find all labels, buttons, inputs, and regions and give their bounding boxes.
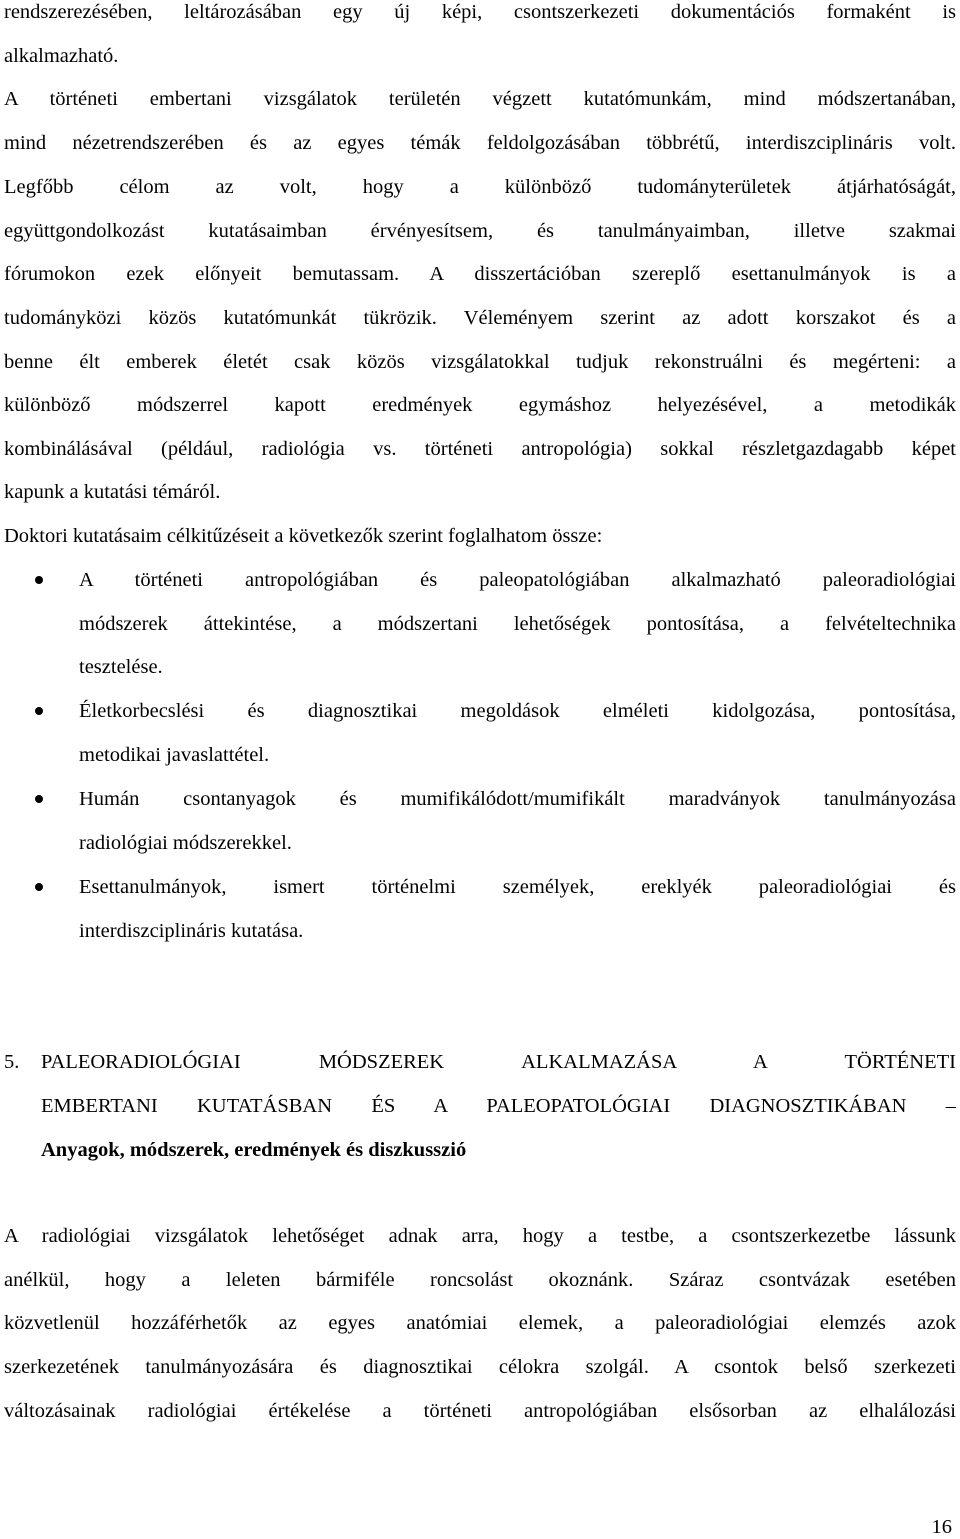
section-subtitle: Anyagok, módszerek, eredmények és diszkusszió xyxy=(41,1139,467,1161)
section-title-line-1: PALEORADIOLÓGIAI MÓDSZEREK ALKALMAZÁSA A TÖRTÉNETI xyxy=(41,1051,956,1073)
intro-line-2: alkalmazható. xyxy=(4,45,119,67)
goals-line-4: együttgondolkozást kutatásaimban érvényesítsem, és tanulmányaimban, illetve szakmai xyxy=(4,220,956,242)
radiology-line-2: anélkül, hogy a leleten bármiféle roncsolást okoznánk. Száraz csontvázak esetében xyxy=(4,1269,956,1291)
goals-line-2: mind nézetrendszerében és az egyes témák feldolgozásában többrétű, interdiszciplináris volt. xyxy=(4,132,956,154)
objective-4-line-2: interdiszciplináris kutatása. xyxy=(79,920,304,942)
objective-3-line-2: radiológiai módszerekkel. xyxy=(79,832,292,854)
goals-line-8: különböző módszerrel kapott eredmények egymáshoz helyezésével, a metodikák xyxy=(4,394,956,416)
objective-3-line-1: Humán csontanyagok és mumifikálódott/mumifikált maradványok tanulmányozása xyxy=(79,788,956,810)
objective-1-line-3: tesztelése. xyxy=(79,656,163,678)
document-page xyxy=(4,0,956,1537)
objective-1-line-2: módszerek áttekintése, a módszertani lehetőségek pontosítása, a felvételtechnika xyxy=(79,613,956,635)
objective-2-line-2: metodikai javaslattétel. xyxy=(79,744,270,766)
bullet-icon xyxy=(35,576,43,584)
radiology-line-4: szerkezetének tanulmányozására és diagnosztikai célokra szolgál. A csontok belső szerkezeti xyxy=(4,1356,956,1378)
goals-line-1: A történeti embertani vizsgálatok területén végzett kutatómunkám, mind módszertanában, xyxy=(4,88,956,110)
page-number: 16 xyxy=(931,1516,952,1538)
objective-4-line-1: Esettanulmányok, ismert történelmi személyek, ereklyék paleoradiológiai és xyxy=(79,876,956,898)
radiology-line-1: A radiológiai vizsgálatok lehetőséget adnak arra, hogy a testbe, a csontszerkezetbe lássunk xyxy=(4,1225,956,1247)
objective-2-line-1: Életkorbecslési és diagnosztikai megoldások elméleti kidolgozása, pontosítása, xyxy=(79,700,956,722)
goals-line-5: fórumokon ezek előnyeit bemutassam. A disszertációban szereplő esettanulmányok is a xyxy=(4,263,956,285)
section-number: 5. xyxy=(4,1051,20,1073)
bullet-icon xyxy=(35,795,43,803)
objectives-intro: Doktori kutatásaim célkitűzéseit a következők szerint foglalhatom össze: xyxy=(4,525,603,547)
intro-line-1: rendszerezésében, leltározásában egy új képi, csontszerkezeti dokumentációs formaként is xyxy=(4,1,956,23)
goals-line-3: Legfőbb célom az volt, hogy a különböző tudományterületek átjárhatóságát, xyxy=(4,176,956,198)
goals-line-6: tudományközi közös kutatómunkát tükrözik. Véleményem szerint az adott korszakot és a xyxy=(4,307,956,329)
radiology-line-3: közvetlenül hozzáférhetők az egyes anatómiai elemek, a paleoradiológiai elemzés azok xyxy=(4,1312,956,1334)
bullet-icon xyxy=(35,707,43,715)
objective-1-line-1: A történeti antropológiában és paleopatológiában alkalmazható paleoradiológiai xyxy=(79,569,956,591)
radiology-line-5: változásainak radiológiai értékelése a történeti antropológiában elsősorban az elhalálozási xyxy=(4,1400,956,1422)
goals-line-7: benne élt emberek életét csak közös vizsgálatokkal tudjuk rekonstruálni és megérteni: a xyxy=(4,351,956,373)
bullet-icon xyxy=(35,883,43,891)
goals-line-9: kombinálásával (például, radiológia vs. történeti antropológia) sokkal részletgazdagabb képet xyxy=(4,438,956,460)
goals-line-10: kapunk a kutatási témáról. xyxy=(4,481,221,503)
section-title-line-2: EMBERTANI KUTATÁSBAN ÉS A PALEOPATOLÓGIAI DIAGNOSZTIKÁBAN – xyxy=(41,1095,956,1117)
